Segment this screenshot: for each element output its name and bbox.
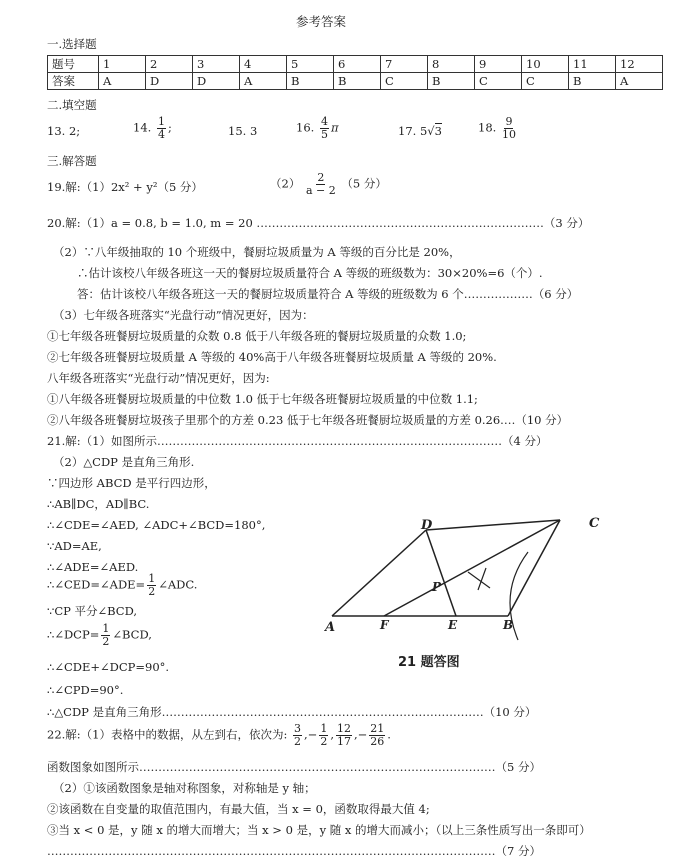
table-cell: A <box>99 73 146 90</box>
fill-q16-label: 16. <box>296 120 315 135</box>
answer-table <box>47 55 663 90</box>
construction-arc-small-2 <box>478 568 486 590</box>
fill-q15: 15. 3 <box>228 124 258 138</box>
fill-q16 <box>296 116 339 141</box>
label-p: P <box>432 580 442 594</box>
label-f: F <box>380 618 389 632</box>
fraction-numerator: 2 <box>317 171 325 184</box>
q22-line-2: 函数图象如图所示…………………………………………………………………………………（5 分） <box>47 760 541 774</box>
fraction-denominator: 4 <box>157 128 165 141</box>
q20-line-9: ①八年级各班餐厨垃圾质量的中位数 1.0 低于七年级各班餐厨垃圾质量的中位数 1.1; <box>47 392 478 406</box>
fill-q17-radicand: 3 <box>434 124 442 138</box>
fraction-numerator: 1 <box>320 722 328 735</box>
fraction-denominator: 2 <box>102 635 110 648</box>
fill-q14-label: 14. <box>133 120 152 135</box>
q21-line-2: （2）△CDP 是直角三角形. <box>53 455 195 469</box>
q21-line-3: ∵四边形 ABCD 是平行四边形， <box>47 476 216 490</box>
table-cell: B <box>287 73 334 90</box>
table-row <box>48 73 663 90</box>
fraction <box>336 723 352 748</box>
table-cell: B <box>569 73 616 90</box>
q21-line-5: ∴∠CDE=∠AED, ∠ADC+∠BCD=180°, <box>47 518 266 532</box>
q21-line-10 <box>47 623 152 648</box>
section-choice-heading: 一.选择题 <box>47 37 97 51</box>
separator: ,− <box>304 727 318 742</box>
table-cell: 题号 <box>48 56 99 73</box>
table-row <box>48 56 663 73</box>
q21-line-11: ∴∠CDE+∠DCP=90°. <box>47 660 170 674</box>
fraction-denominator: 2 <box>294 735 302 748</box>
figure-lines <box>318 512 568 642</box>
fraction-denominator: 10 <box>501 128 516 141</box>
fill-q18 <box>478 116 518 141</box>
figure-caption: 21 题答图 <box>398 655 460 670</box>
table-cell: D <box>193 73 240 90</box>
fraction-numerator: 21 <box>370 722 385 735</box>
fraction <box>157 116 166 141</box>
section-fill-heading: 二.填空题 <box>47 98 97 112</box>
table-cell: A <box>616 73 663 90</box>
table-cell: 4 <box>240 56 287 73</box>
label-e: E <box>448 618 458 632</box>
fill-q14-tail: ; <box>167 120 172 135</box>
q20-line-8: 八年级各班落实“光盘行动”情况更好，因为: <box>47 371 270 385</box>
fill-q14 <box>133 116 172 141</box>
q20-line-1: 20.解:（1）a = 0.8, b = 1.0, m = 20 …………………………………………………………………（3 分） <box>47 216 590 230</box>
table-cell: D <box>146 73 193 90</box>
table-cell: B <box>428 73 475 90</box>
q21-line-7: ∴∠ADE=∠AED. <box>47 560 139 574</box>
table-cell: A <box>240 73 287 90</box>
fraction-numerator: 4 <box>320 115 328 128</box>
side-ad <box>332 530 426 616</box>
fraction-denominator: 2 <box>148 585 156 598</box>
q22-line-6: ………………………………………………………………………………………………………（7 分） <box>47 844 541 858</box>
fraction <box>293 723 302 748</box>
fraction-numerator: 1 <box>148 572 156 585</box>
fraction-numerator: 9 <box>505 115 513 128</box>
separator: . <box>387 727 391 742</box>
q20-line-5: （3）七年级各班落实“光盘行动”情况更好，因为： <box>53 308 314 322</box>
label-d: D <box>421 518 433 533</box>
fraction <box>306 172 336 197</box>
fraction <box>101 623 110 648</box>
table-cell: 9 <box>475 56 522 73</box>
q20-line-2: （2）∵八年级抽取的 10 个班级中，餐厨垃圾质量为 A 等级的百分比是 20%， <box>53 245 461 259</box>
fraction <box>502 116 516 141</box>
q22-line-1-text: 22.解:（1）表格中的数据，从左到右，依次为: <box>47 727 288 742</box>
table-cell: 6 <box>334 56 381 73</box>
q20-line-7: ②七年级各班餐厨垃圾质量 A 等级的 40%高于八年级各班餐厨垃圾质量 A 等级的 20%. <box>47 350 497 364</box>
q21-line-8-tail: ∠ADC. <box>158 577 198 592</box>
q21-line-13: ∴△CDP 是直角三角形…………………………………………………………………………（10 分） <box>47 705 537 719</box>
table-cell: C <box>522 73 569 90</box>
table-cell: 3 <box>193 56 240 73</box>
q20-line-10: ②八年级各班餐厨垃圾孩子里那个的方差 0.23 低于七年级各班餐厨垃圾质量的方差 0.26.…（10 分） <box>47 413 569 427</box>
q19-part2 <box>270 172 387 197</box>
separator: , <box>330 727 334 742</box>
table-cell: 8 <box>428 56 475 73</box>
section-answer-heading: 三.解答题 <box>47 154 97 168</box>
fraction-denominator: 2 <box>320 735 328 748</box>
q21-line-12: ∴∠CPD=90°. <box>47 683 124 697</box>
fraction-denominator: 17 <box>336 735 351 748</box>
fraction-denominator: 5 <box>320 128 328 141</box>
table-cell: 7 <box>381 56 428 73</box>
q21-line-10-tail: ∠BCD, <box>112 627 152 642</box>
table-cell: 答案 <box>48 73 99 90</box>
q19-part2-tail: （5 分） <box>341 176 387 191</box>
q21-line-6: ∵AD=AE, <box>47 539 102 553</box>
fraction <box>369 723 385 748</box>
label-a: A <box>325 620 336 635</box>
table-cell: C <box>381 73 428 90</box>
separator: ,− <box>353 727 368 742</box>
fill-q18-label: 18. <box>478 120 497 135</box>
q22-line-5: ③当 x < 0 是，y 随 x 的增大而增大；当 x > 0 是，y 随 x 的增大而减小；（以上三条性质写出一条即可） <box>47 823 591 837</box>
table-cell: 1 <box>99 56 146 73</box>
side-dc <box>426 520 560 530</box>
fraction <box>320 116 329 141</box>
table-cell: 12 <box>616 56 663 73</box>
label-b: B <box>503 618 514 632</box>
q21-line-8 <box>47 573 197 598</box>
fraction-numerator: 3 <box>294 722 302 735</box>
segment-de <box>426 530 456 616</box>
table-cell: 5 <box>287 56 334 73</box>
q19-part1: 19.解:（1）2x² + y²（5 分） <box>47 180 203 194</box>
fraction-denominator: 26 <box>370 735 385 748</box>
fill-q17: 17. 5√3 <box>398 124 442 138</box>
q21-line-9: ∵CP 平分∠BCD, <box>47 604 138 618</box>
pi-symbol: π <box>330 120 339 135</box>
fraction-numerator: 1 <box>157 115 165 128</box>
table-cell: 2 <box>146 56 193 73</box>
fraction-numerator: 1 <box>102 622 110 635</box>
q20-line-3: ∴估计该校八年级各班这一天的餐厨垃圾质量符合 A 等级的班级数为：30×20%=6（个）. <box>77 266 543 280</box>
page-title: 参考答案 <box>296 14 347 29</box>
q21-line-1: 21.解:（1）如图所示………………………………………………………………………………（4 分） <box>47 434 548 448</box>
q19-part2-label: （2） <box>270 176 301 191</box>
fraction <box>319 723 328 748</box>
label-c: C <box>589 516 600 531</box>
fraction-denominator: a − 2 <box>305 184 336 197</box>
q22-line-1 <box>47 723 391 748</box>
table-cell: 11 <box>569 56 616 73</box>
q21-line-10-text: ∴∠DCP= <box>47 627 100 642</box>
q21-line-4: ∴AB∥DC，AD∥BC. <box>47 497 150 511</box>
fill-q17-coef: 5 <box>419 124 428 138</box>
q22-line-3: （2）①该函数图象是轴对称图象，对称轴是 y 轴； <box>53 781 316 795</box>
q20-line-4: 答：估计该校八年级各班这一天的餐厨垃圾质量符合 A 等级的班级数为 6 个………………（6 分） <box>77 287 579 301</box>
q22-line-4: ②该函数在自变量的取值范围内，有最大值，当 x = 0，函数取得最大值 4; <box>47 802 430 816</box>
table-cell: 10 <box>522 56 569 73</box>
q20-line-6: ①七年级各班餐厨垃圾质量的众数 0.8 低于八年级各班的餐厨垃圾质量的众数 1.0; <box>47 329 467 343</box>
table-cell: B <box>334 73 381 90</box>
table-cell: C <box>475 73 522 90</box>
fraction-numerator: 12 <box>336 722 351 735</box>
fraction <box>147 573 156 598</box>
fill-q17-label: 17. <box>398 124 417 138</box>
fill-q13: 13. 2; <box>47 124 81 138</box>
q21-line-8-text: ∴∠CED=∠ADE= <box>47 577 146 592</box>
